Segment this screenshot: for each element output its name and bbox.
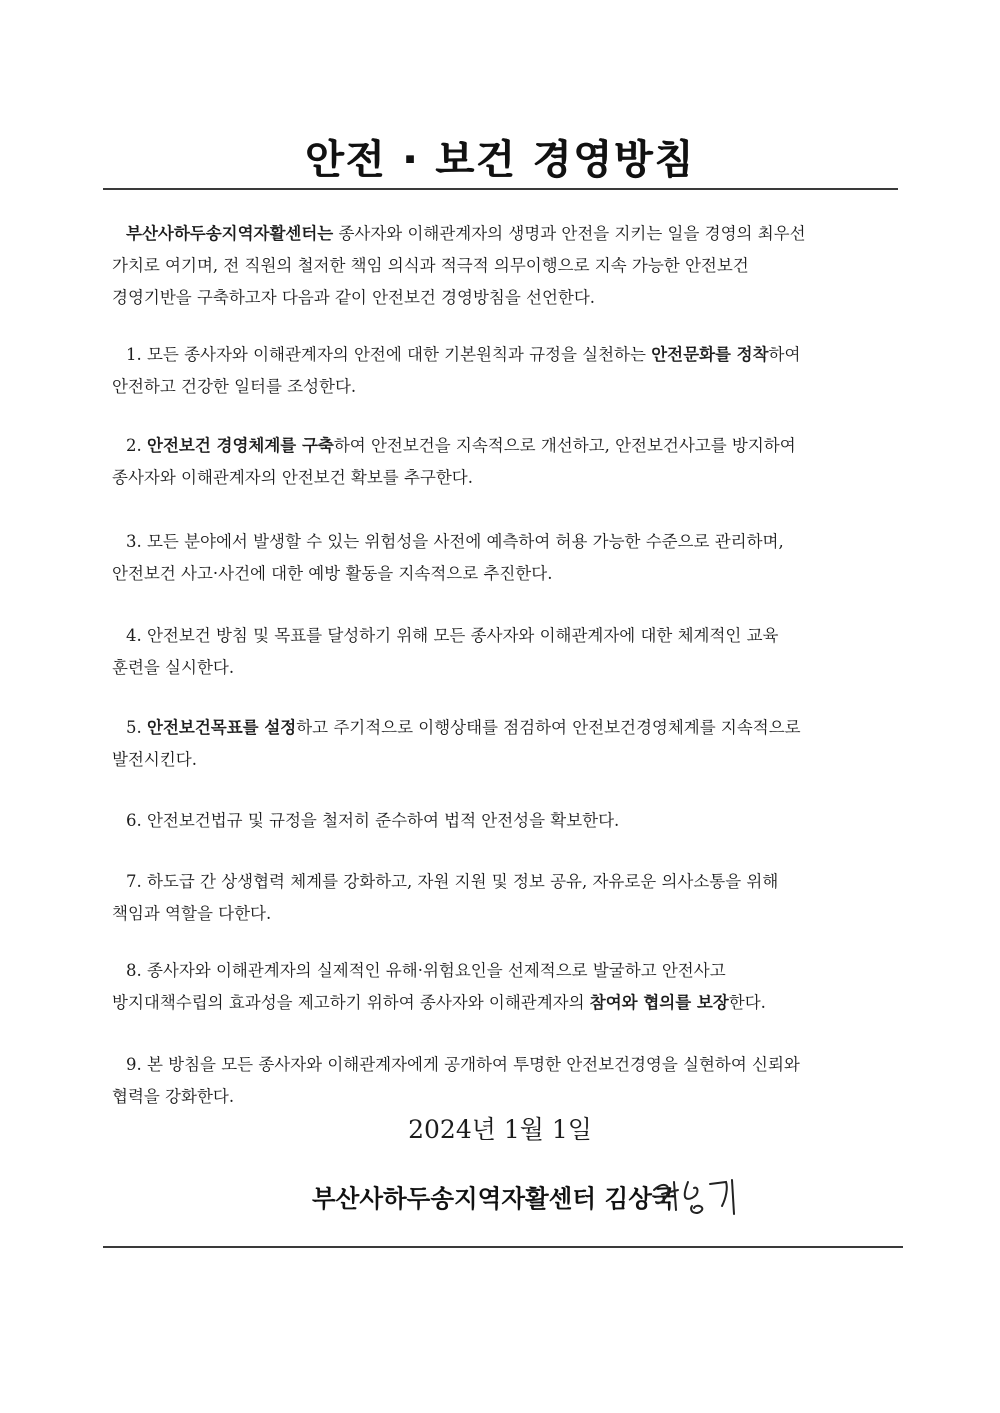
document-date: 2024년 1월 1일: [408, 1115, 592, 1144]
policy-item-9: 9. 본 방침을 모든 종사자와 이해관계자에게 공개하여 투명한 안전보건경영을 실현하여 신뢰와 협력을 강화한다.: [112, 1055, 800, 1106]
organization-name: 부산사하두송지역자활센터는: [126, 224, 334, 243]
policy-item-6: 6. 안전보건법규 및 규정을 철저히 준수하여 법적 안전성을 확보한다.: [126, 811, 620, 830]
policy-item-8: 8. 종사자와 이해관계자의 실제적인 유해·위험요인을 선제적으로 발굴하고 안전사고 방지대책수립의 효과성을 제고하기 위하여 종사자와 이해관계자의 참여와 협의를 보장한다.: [112, 961, 766, 1012]
policy-item-1: 1. 모든 종사자와 이해관계자의 안전에 대한 기본원칙과 규정을 실천하는 안전문화를 정착하여 안전하고 건강한 일터를 조성한다.: [112, 345, 801, 396]
title-divider: [103, 188, 898, 190]
policy-item-2: 2. 안전보건 경영체계를 구축하여 안전보건을 지속적으로 개선하고, 안전보건사고를 방지하여 종사자와 이해관계자의 안전보건 확보를 추구한다.: [112, 436, 796, 487]
emphasis-text: 안전보건목표를 설정: [147, 718, 297, 737]
policy-item-7: 7. 하도급 간 상생협력 체계를 강화하고, 자원 지원 및 정보 공유, 자유로운 의사소통을 위해 책임과 역할을 다한다.: [112, 872, 779, 923]
emphasis-text: 참여와 협의를 보장: [589, 993, 729, 1012]
document-title: 안전 · 보건 경영방침: [304, 137, 696, 183]
emphasis-text: 안전문화를 정착: [651, 345, 769, 364]
bottom-divider: [103, 1246, 903, 1248]
signer-line: 부산사하두송지역자활센터 김상국: [312, 1184, 676, 1213]
emphasis-text: 안전보건 경영체계를 구축: [147, 436, 334, 455]
intro-line-2: 가치로 여기며, 전 직원의 철저한 책임 의식과 적극적 의무이행으로 지속 가능한 안전보건: [112, 256, 749, 275]
intro-line-3: 경영기반을 구축하고자 다음과 같이 안전보건 경영방침을 선언한다.: [112, 288, 596, 307]
handwritten-signature: [648, 1172, 748, 1220]
intro-paragraph: [112, 218, 892, 314]
policy-item-5: 5. 안전보건목표를 설정하고 주기적으로 이행상태를 점검하여 안전보건경영체계를 지속적으로 발전시킨다.: [112, 718, 801, 769]
policy-item-3: 3. 모든 분야에서 발생할 수 있는 위험성을 사전에 예측하여 허용 가능한 수준으로 관리하며, 안전보건 사고·사건에 대한 예방 활동을 지속적으로 추진한다.: [112, 532, 784, 583]
policy-item-4: 4. 안전보건 방침 및 목표를 달성하기 위해 모든 종사자와 이해관계자에 대한 체계적인 교육 훈련을 실시한다.: [112, 626, 779, 677]
intro-line-1: 부산사하두송지역자활센터는 종사자와 이해관계자의 생명과 안전을 지키는 일을 경영의 최우선: [126, 224, 806, 243]
